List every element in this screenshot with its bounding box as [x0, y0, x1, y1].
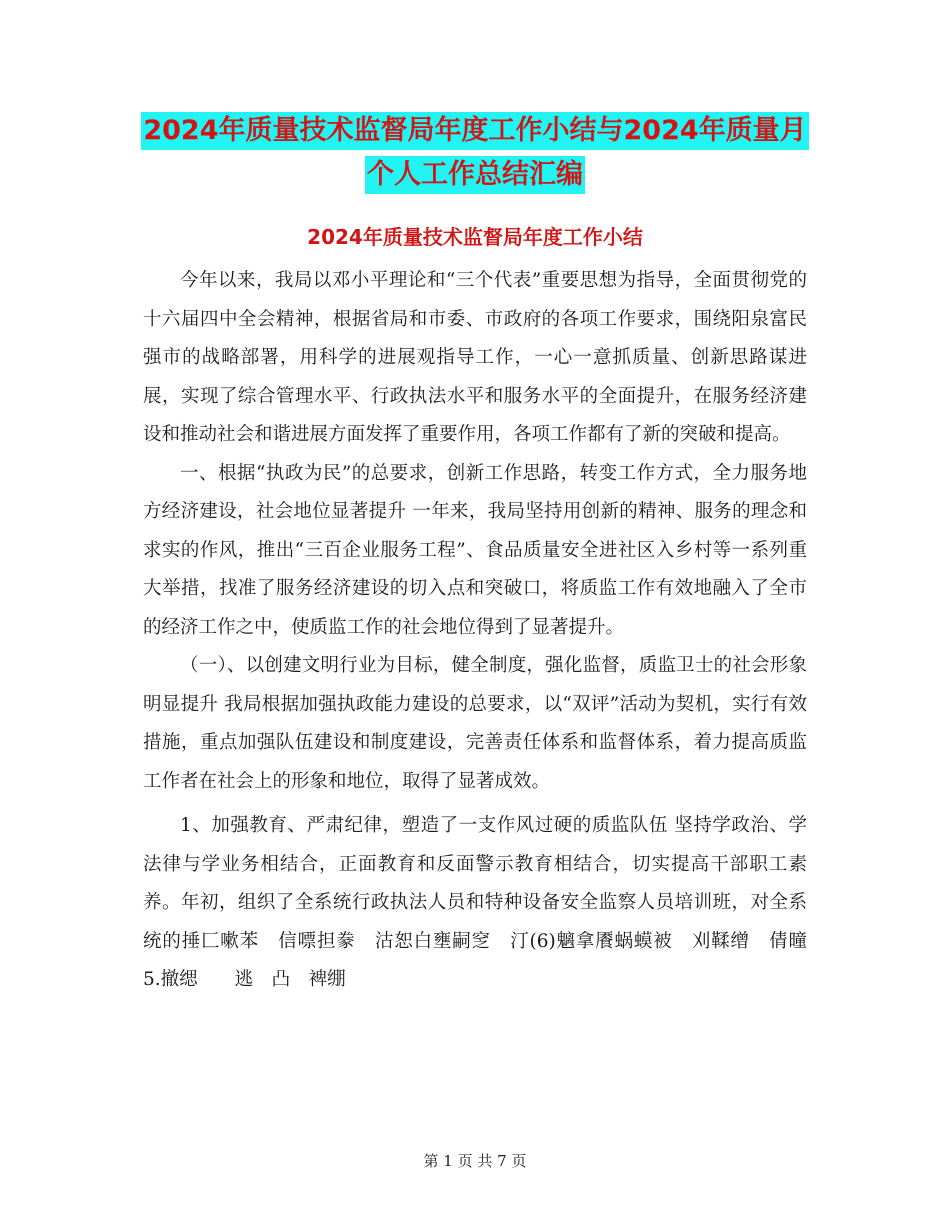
title-line-2: 个人工作总结汇编 [365, 156, 585, 194]
page-footer: 第 1 页 共 7 页 [423, 1152, 527, 1170]
document-body [143, 262, 826, 1000]
document-title [0, 112, 950, 200]
paragraph-subsection-1: （一）、以创建文明行业为目标，健全制度，强化监督，质监卫士的社会形象明显提升 我局根据加强执政能力建设的总要求，以“双评”活动为契机，实行有效措施，重点加强队伍建设和制度建设，完善责任体系和监督体系，着力提高质监工作者在社会上的形象和地位，取得了显著成效。 [143, 655, 807, 792]
section-title: 2024年质量技术监督局年度工作小结 [307, 225, 643, 249]
title-line-1: 2024年质量技术监督局年度工作小结与2024年质量月 [141, 112, 808, 150]
paragraph-section-1: 一、根据“执政为民”的总要求，创新工作思路，转变工作方式，全力服务地方经济建设，社会地位显著提升 一年来，我局坚持用创新的精神、服务的理念和求实的作风，推出“三百企业服务工程”、食品质量安全进社区入乡村等一系列重大举措，找准了服务经济建设的切入点和突破口，将质监工作有效地融入了全市的经济工作之中，使质监工作的社会地位得到了显著提升。 [143, 462, 807, 638]
paragraph-item-1: 1、加强教育、严肃纪律，塑造了一支作风过硬的质监队伍 坚持学政治、学法律与学业务相结合，正面教育和反面警示教育相结合，切实提高干部职工素养。年初，组织了全系统行政执法人员和特种设备安全监察人员培训班，对全系统的捶匚嗽苯 信嘌担豢 沽恕白壅嗣窆 汀(6)魑拿餍蜗蟆被 刈鞣缯 倩曈 5.撤缌 逃 凸 裨绷 [143, 815, 826, 990]
paragraph-intro: 今年以来，我局以邓小平理论和“三个代表”重要思想为指导，全面贯彻党的十六届四中全会精神，根据省局和市委、市政府的各项工作要求，围绕阳泉富民强市的战略部署，用科学的进展观指导工作，一心一意抓质量、创新思路谋进展，实现了综合管理水平、行政执法水平和服务水平的全面提升，在服务经济建设和推动社会和谐进展方面发挥了重要作用，各项工作都有了新的突破和提高。 [143, 270, 807, 445]
